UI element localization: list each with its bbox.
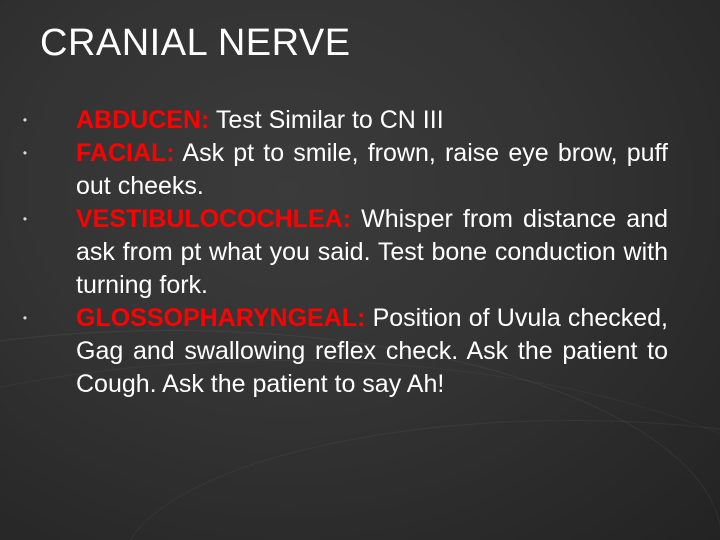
bullet-dot-icon: • [22, 212, 28, 226]
bullet-list [22, 104, 668, 401]
nerve-test-text: Ask pt to smile, frown, raise eye brow, puff out cheeks. [76, 139, 668, 200]
bullet-item-glossopharyngeal [22, 302, 668, 401]
bullet-dot-icon: • [22, 146, 28, 160]
nerve-label: ABDUCEN: [76, 106, 210, 134]
nerve-test-text: Whisper from distance and ask from pt what you said. Test bone conduction with turning fork. [76, 205, 668, 299]
bullet-item-abducens [22, 104, 668, 137]
bullet-dot-icon: • [22, 113, 28, 127]
nerve-label: VESTIBULOCOCHLEA: [76, 205, 351, 233]
nerve-test-text: Position of Uvula checked, Gag and swallowing reflex check. Ask the patient to Cough. Ask the patient to say Ah! [76, 304, 668, 398]
nerve-test-text: Test Similar to CN III [215, 106, 444, 134]
bullet-dot-icon: • [22, 311, 28, 325]
bullet-item-facial [22, 137, 668, 203]
slide-title: CRANIAL NERVE [40, 22, 351, 64]
bullet-item-vestibulocochlear [22, 203, 668, 302]
nerve-label: FACIAL: [76, 139, 175, 167]
nerve-label: GLOSSOPHARYNGEAL: [76, 304, 366, 332]
